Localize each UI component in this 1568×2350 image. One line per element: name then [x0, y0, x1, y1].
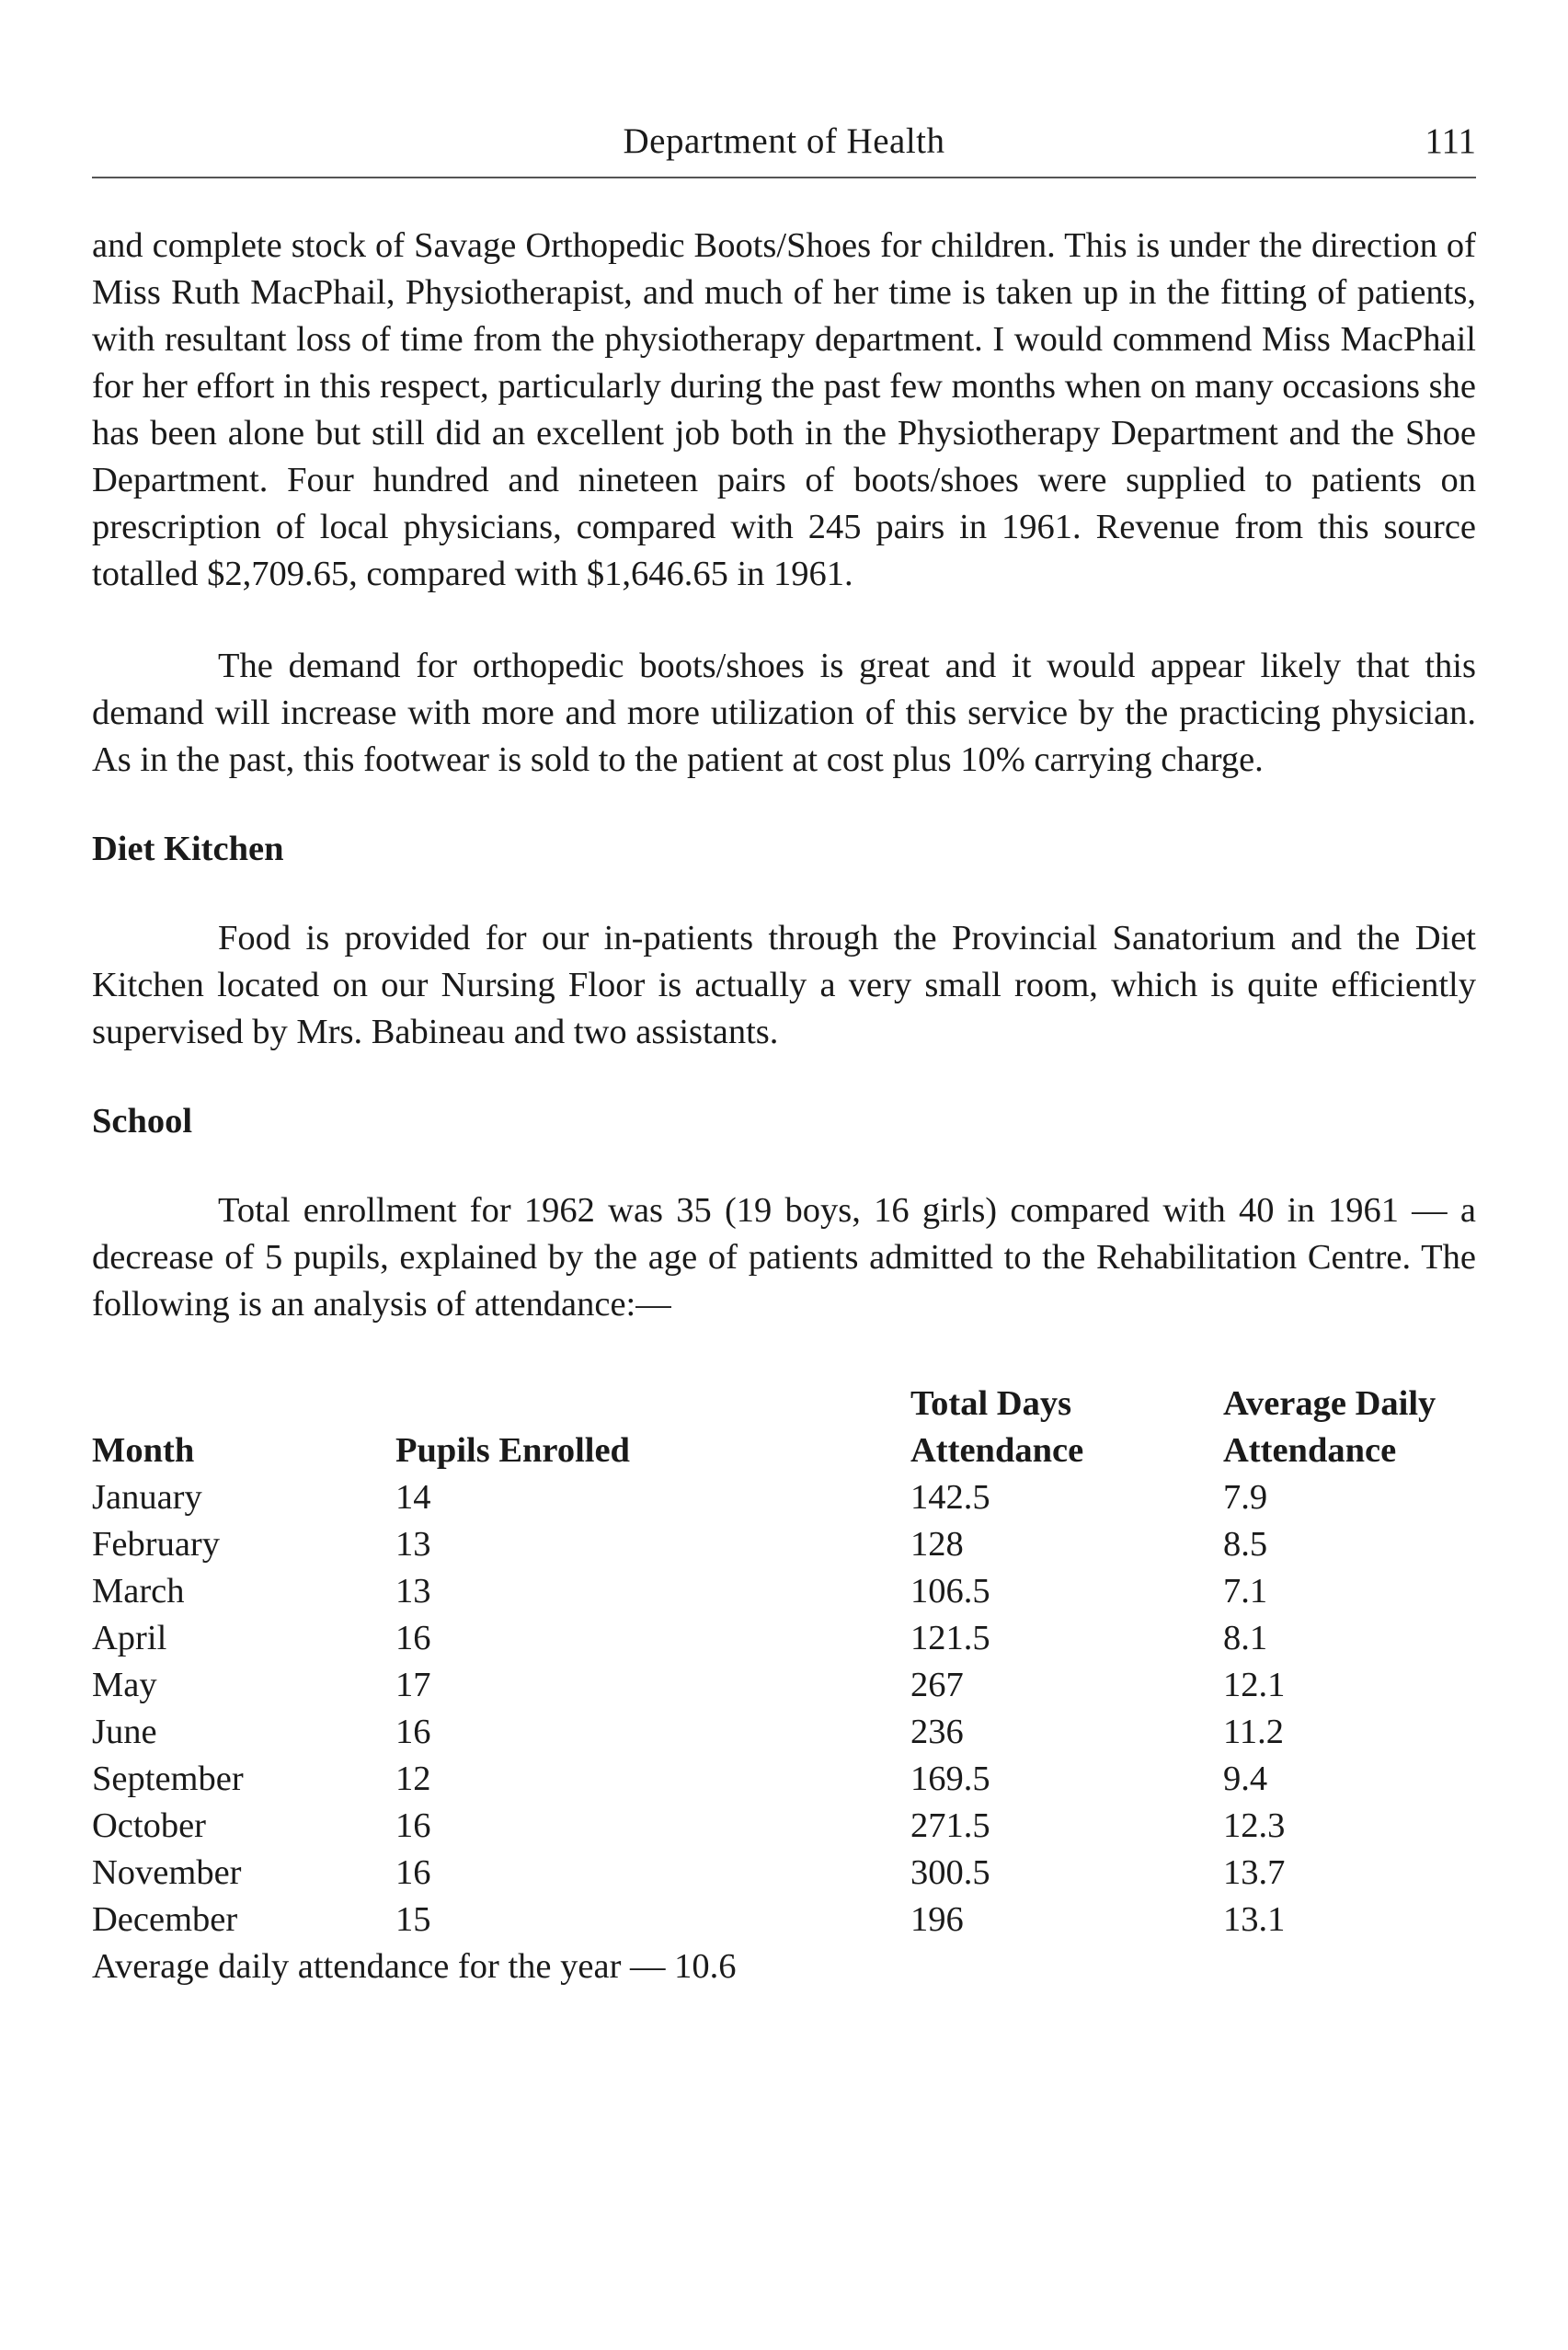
cell-average-daily: 11.2 — [1223, 1713, 1284, 1751]
cell-pupils-enrolled: 15 — [395, 1900, 431, 1939]
cell-total-days: 169.5 — [910, 1760, 990, 1798]
cell-month: September — [92, 1760, 244, 1798]
table-row — [92, 1897, 1476, 1943]
running-header — [92, 118, 1476, 171]
cell-average-daily: 13.1 — [1223, 1900, 1286, 1939]
cell-pupils-enrolled: 12 — [395, 1760, 431, 1798]
header-average-daily: Average Daily — [1223, 1384, 1436, 1423]
cell-average-daily: 12.3 — [1223, 1806, 1286, 1845]
cell-pupils-enrolled: 16 — [395, 1713, 431, 1751]
cell-total-days: 267 — [910, 1666, 964, 1704]
header-attendance-days: Attendance — [910, 1431, 1084, 1470]
table-row — [92, 1568, 1476, 1615]
table-header-row-bottom — [92, 1427, 1476, 1474]
cell-total-days: 196 — [910, 1900, 964, 1939]
cell-month: January — [92, 1478, 202, 1517]
table-row — [92, 1662, 1476, 1709]
paragraph-diet-kitchen: Food is provided for our in-patients through the Provincial Sanatorium and the Diet Kitchen located on our Nursing Floor is actually a very small room, which is quite efficiently supervised by Mrs. Babineau and two assistants. — [92, 919, 1476, 1051]
page-number: 111 — [1425, 121, 1476, 161]
cell-month: March — [92, 1572, 185, 1611]
cell-pupils-enrolled: 13 — [395, 1525, 431, 1564]
table-footer-average: Average daily attendance for the year — 10.6 — [92, 1947, 737, 1986]
cell-average-daily: 8.1 — [1223, 1619, 1268, 1657]
table-row — [92, 1615, 1476, 1662]
page-title: Department of Health — [623, 121, 945, 161]
table-row — [92, 1803, 1476, 1850]
cell-total-days: 300.5 — [910, 1853, 990, 1892]
cell-pupils-enrolled: 13 — [395, 1572, 431, 1611]
header-pupils-enrolled: Pupils Enrolled — [395, 1431, 630, 1470]
table-row — [92, 1521, 1476, 1568]
cell-average-daily: 7.1 — [1223, 1572, 1268, 1611]
cell-total-days: 236 — [910, 1713, 964, 1751]
cell-average-daily: 12.1 — [1223, 1666, 1286, 1704]
paragraph-demand: The demand for orthopedic boots/shoes is great and it would appear likely that this demand will increase with more and more utilization of this service by the practicing physician. As in the past, this footwear is sold to the patient at cost plus 10% carrying charge. — [92, 647, 1476, 779]
table-row — [92, 1709, 1476, 1756]
header-total-days: Total Days — [910, 1384, 1072, 1423]
attendance-table-body — [92, 1474, 1476, 1943]
cell-month: June — [92, 1713, 157, 1751]
paragraph-orthopedic-shoes: and complete stock of Savage Orthopedic Boots/Shoes for children. This is under the direction of Miss Ruth MacPhail, Physiotherapist, and much of her time is taken up in the fitting of patients, with resultant loss of time from the physiotherapy department. I would commend Miss MacPhail for her effort in this respect, particularly during the past few months when on many occasions she has been alone but still did an excellent job both in the Physiotherapy Department and the Shoe Department. Four hundred and nineteen pairs of boots/shoes were supplied to patients on prescription of local physicians, compared with 245 pairs in 1961. Revenue from this source totalled $2,709.65, compared with $1,646.65 in 1961. — [92, 226, 1476, 593]
cell-month: February — [92, 1525, 220, 1564]
table-header-row-top — [92, 1381, 1476, 1427]
cell-pupils-enrolled: 14 — [395, 1478, 431, 1517]
table-row — [92, 1756, 1476, 1803]
header-month: Month — [92, 1431, 195, 1470]
section-heading-diet-kitchen: Diet Kitchen — [92, 830, 284, 868]
cell-total-days: 142.5 — [910, 1478, 990, 1517]
paragraph-school: Total enrollment for 1962 was 35 (19 boys, 16 girls) compared with 40 in 1961 — a decrease of 5 pupils, explained by the age of patients admitted to the Rehabilitation Centre. The following is an analysis of attendance:— — [92, 1191, 1476, 1324]
cell-average-daily: 13.7 — [1223, 1853, 1286, 1892]
cell-month: October — [92, 1806, 206, 1845]
cell-pupils-enrolled: 16 — [395, 1619, 431, 1657]
cell-total-days: 271.5 — [910, 1806, 990, 1845]
cell-average-daily: 8.5 — [1223, 1525, 1268, 1564]
cell-month: May — [92, 1666, 157, 1704]
cell-total-days: 128 — [910, 1525, 964, 1564]
cell-total-days: 121.5 — [910, 1619, 990, 1657]
attendance-table — [92, 1381, 1476, 1943]
cell-month: April — [92, 1619, 167, 1657]
document-page — [92, 118, 1476, 1990]
cell-average-daily: 9.4 — [1223, 1760, 1268, 1798]
section-heading-school: School — [92, 1102, 193, 1141]
cell-pupils-enrolled: 16 — [395, 1853, 431, 1892]
table-row — [92, 1850, 1476, 1897]
cell-average-daily: 7.9 — [1223, 1478, 1268, 1517]
table-row — [92, 1474, 1476, 1521]
cell-month: November — [92, 1853, 242, 1892]
cell-month: December — [92, 1900, 238, 1939]
cell-pupils-enrolled: 16 — [395, 1806, 431, 1845]
cell-pupils-enrolled: 17 — [395, 1666, 431, 1704]
header-rule — [92, 177, 1476, 178]
cell-total-days: 106.5 — [910, 1572, 990, 1611]
header-attendance-avg: Attendance — [1223, 1431, 1397, 1470]
